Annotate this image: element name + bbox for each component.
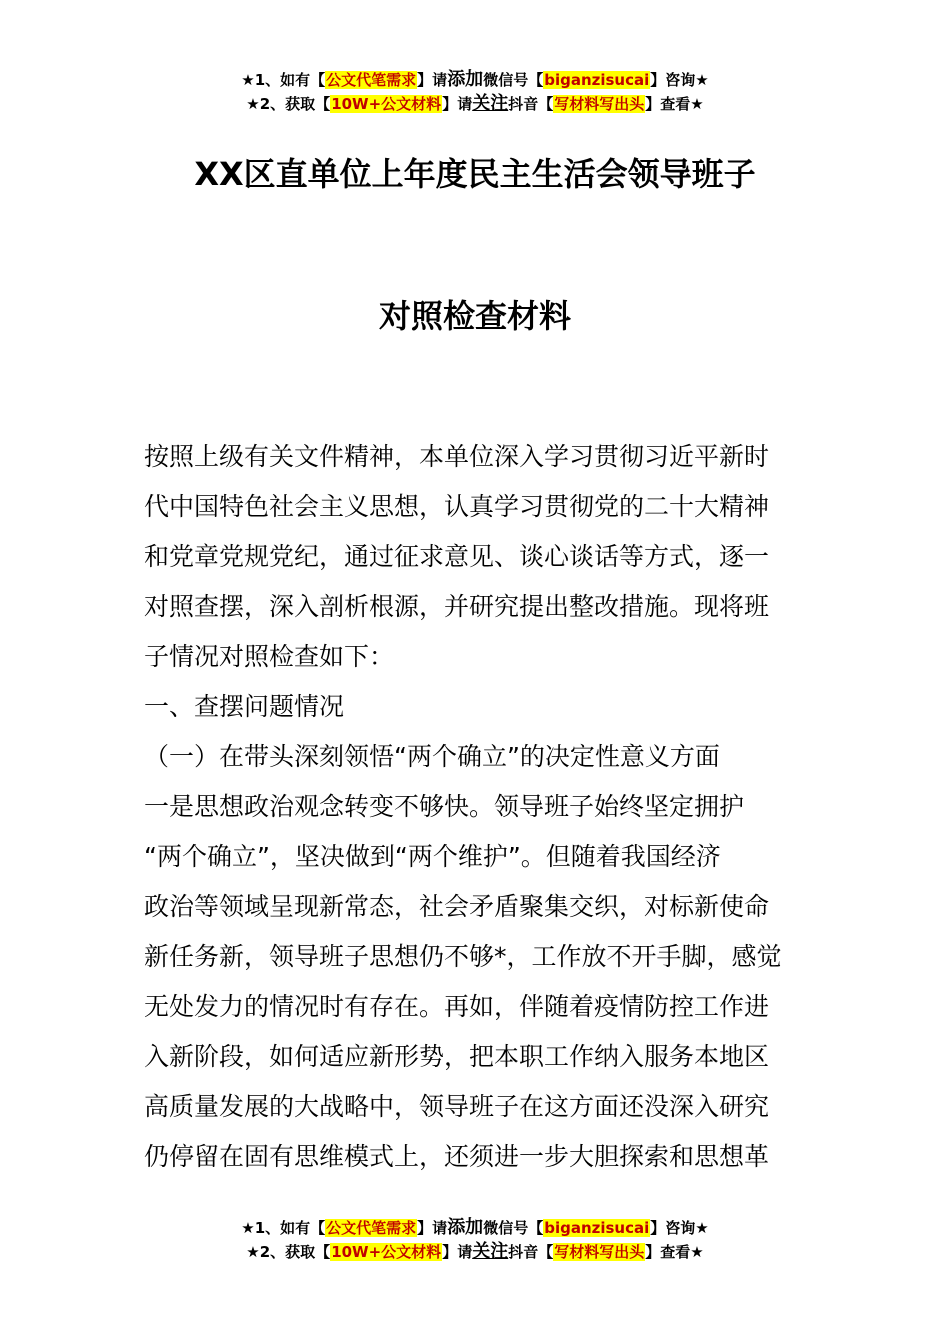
body-line: “两个确立”，坚决做到“两个维护”。但随着我国经济	[144, 842, 721, 871]
banner-text: 微信号【	[483, 71, 544, 89]
banner-text: 抖音【	[508, 1243, 554, 1261]
banner-highlight: 写材料写出头	[554, 1243, 645, 1261]
banner-text: 】查看★	[645, 95, 704, 113]
banner-text: ★1、如有【	[241, 1219, 326, 1237]
banner-text: 】请	[417, 71, 448, 89]
body-line: 对照查摆，深入剖析根源，并研究提出整改措施。现将班	[144, 592, 770, 621]
banner-text: 】咨询★	[650, 1219, 709, 1237]
banner-line-2	[0, 92, 950, 116]
banner-highlight: 10W+公文材料	[331, 1243, 442, 1261]
banner-text: 】咨询★	[650, 71, 709, 89]
header-banner	[0, 68, 950, 116]
banner-line-2	[0, 1240, 950, 1264]
banner-text: 】请	[417, 1219, 448, 1237]
banner-emphasis: 添加	[447, 69, 484, 90]
body-line: 子情况对照检查如下：	[144, 642, 395, 671]
body-line: 按照上级有关文件精神，本单位深入学习贯彻习近平新时	[144, 442, 770, 471]
banner-highlight: 10W+公文材料	[331, 95, 442, 113]
body-line: 入新阶段，如何适应新形势，把本职工作纳入服务本地区	[144, 1042, 770, 1071]
body-line: 仍停留在固有思维模式上，还须进一步大胆探索和思想革	[144, 1142, 770, 1171]
banner-emphasis: 关注	[472, 93, 509, 114]
body-line: 政治等领域呈现新常态，社会矛盾聚集交织，对标新使命	[144, 892, 770, 921]
document-title-line-1: XX区直单位上年度民主生活会领导班子	[194, 155, 756, 193]
banner-line-1	[0, 68, 950, 92]
banner-highlight: 写材料写出头	[554, 95, 645, 113]
banner-text: 】请	[442, 1243, 473, 1261]
subsection-heading: （一）在带头深刻领悟“两个确立”的决定性意义方面	[144, 742, 720, 771]
banner-emphasis: 添加	[447, 1217, 484, 1238]
banner-text: 微信号【	[483, 1219, 544, 1237]
banner-text: ★1、如有【	[241, 71, 326, 89]
banner-text: ★2、获取【	[246, 1243, 331, 1261]
banner-text: 】请	[442, 95, 473, 113]
body-line: 和党章党规党纪，通过征求意见、谈心谈话等方式，逐一	[144, 542, 770, 571]
body-line: 一是思想政治观念转变不够快。领导班子始终坚定拥护	[144, 792, 745, 821]
section-heading: 一、查摆问题情况	[144, 692, 345, 721]
banner-highlight: 公文代笔需求	[326, 71, 417, 89]
banner-text: 】查看★	[645, 1243, 704, 1261]
banner-line-1	[0, 1216, 950, 1240]
document-title-line-2: 对照检查材料	[378, 297, 571, 335]
footer-banner	[0, 1216, 950, 1264]
banner-text: ★2、获取【	[246, 95, 331, 113]
body-line: 代中国特色社会主义思想，认真学习贯彻党的二十大精神	[144, 492, 770, 521]
banner-highlight: 公文代笔需求	[326, 1219, 417, 1237]
body-line: 无处发力的情况时有存在。再如，伴随着疫情防控工作进	[144, 992, 770, 1021]
banner-highlight: biganzisucai	[544, 71, 650, 89]
banner-highlight: biganzisucai	[544, 1219, 650, 1237]
banner-text: 抖音【	[508, 95, 554, 113]
banner-emphasis: 关注	[472, 1241, 509, 1262]
document-body	[144, 432, 808, 1182]
body-line: 新任务新，领导班子思想仍不够*，工作放不开手脚，感觉	[144, 942, 782, 971]
body-line: 高质量发展的大战略中，领导班子在这方面还没深入研究	[144, 1092, 770, 1121]
